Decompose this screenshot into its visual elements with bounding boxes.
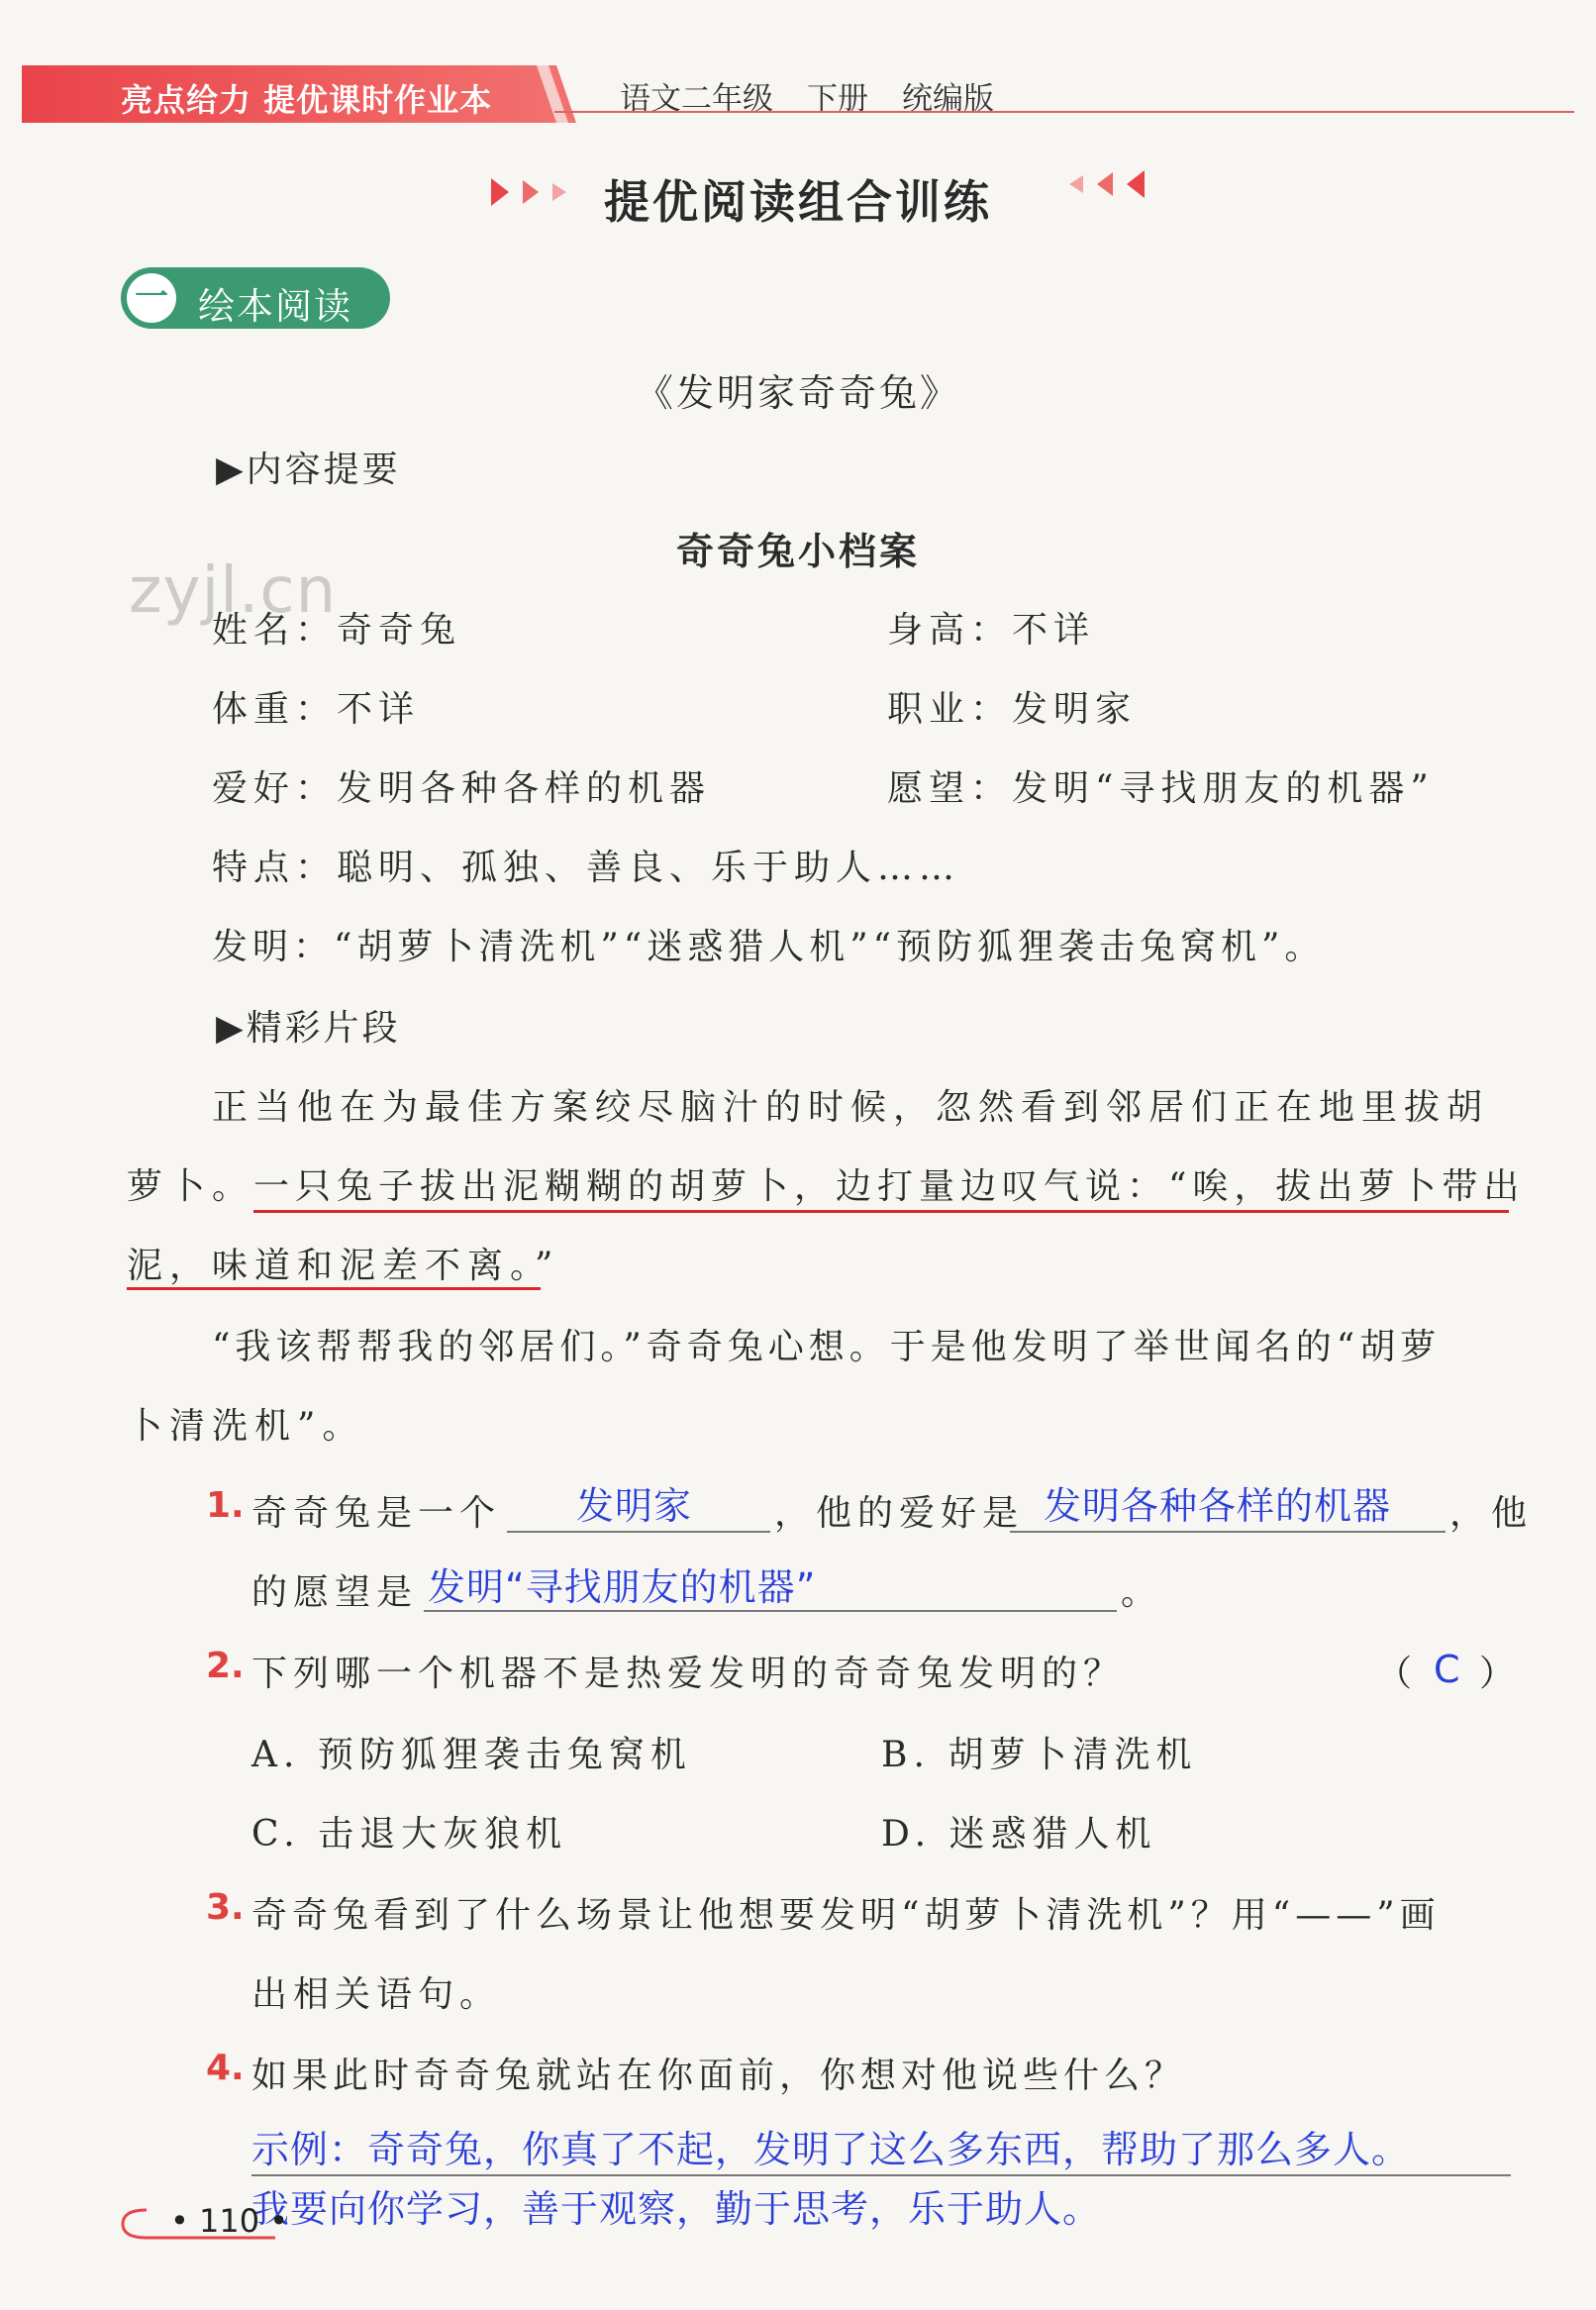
profile-job: 职业：发明家 — [887, 689, 1138, 730]
section-number: 一 — [135, 277, 168, 317]
profile-card-title: 奇奇兔小档案 — [675, 530, 920, 573]
watermark: zyjl.cn — [129, 554, 338, 628]
excerpt-line-3: 泥，味道和泥差不离。” — [127, 1246, 560, 1286]
question-3-number: 3. — [206, 1887, 245, 1928]
answer-4-line-1: 示例：奇奇兔，你真了不起，发明了这么多东西，帮助了那么多人。 — [251, 2128, 1411, 2171]
answer-paren-right: ） — [1479, 1654, 1522, 1694]
blank-4a — [251, 2174, 1511, 2176]
profile-weight: 体重：不详 — [212, 689, 421, 730]
question-1-text-b: ，他的爱好是 — [774, 1493, 1025, 1534]
question-2-number: 2. — [206, 1646, 245, 1686]
question-4-number: 4. — [206, 2048, 245, 2088]
profile-inventions: 发明：“胡萝卜清洗机”“迷惑猎人机”“预防狐狸袭击兔窝机”。 — [212, 927, 1326, 967]
blank-1c — [424, 1610, 1117, 1612]
option-c: C. 击退大灰狼机 — [251, 1814, 568, 1855]
question-1-text-d: 的愿望是 — [251, 1572, 419, 1613]
profile-wish: 愿望：发明“寻找朋友的机器” — [887, 768, 1435, 809]
excerpt-line-2b: 一只兔子拔出泥糊糊的胡萝卜，边打量边叹气说：“唉，拔出萝卜带出 — [253, 1166, 1526, 1207]
profile-name: 姓名：奇奇兔 — [212, 610, 462, 651]
blank-1a — [507, 1531, 770, 1533]
excerpt-line-1: 正当他在为最佳方案绞尽脑汁的时候，忽然看到邻居们正在地里拔胡 — [212, 1087, 1490, 1128]
answer-underline-1 — [253, 1210, 1509, 1213]
question-4-text: 如果此时奇奇兔就站在你面前，你想对他说些什么？ — [251, 2056, 1186, 2096]
answer-2: C — [1434, 1648, 1461, 1691]
answer-underline-2 — [127, 1287, 541, 1290]
title-arrows-right-icon — [1053, 166, 1148, 202]
question-1-number: 1. — [206, 1485, 245, 1526]
summary-heading: ▶内容提要 — [216, 450, 401, 490]
profile-traits: 特点：聪明、孤独、善良、乐于助人…… — [212, 848, 961, 888]
question-1-text-a: 奇奇兔是一个 — [251, 1493, 502, 1534]
profile-hobby: 爱好：发明各种各样的机器 — [212, 768, 712, 809]
page-title: 提优阅读组合训练 — [604, 175, 992, 229]
question-3-text-1: 奇奇兔看到了什么场景让他想要发明“胡萝卜清洗机”？用“——”画 — [251, 1895, 1441, 1936]
option-a: A. 预防狐狸袭击兔窝机 — [251, 1735, 692, 1775]
subject-label: 语文二年级 — [620, 81, 773, 117]
question-2-text: 下列哪一个机器不是热爱发明的奇奇兔发明的？ — [251, 1654, 1126, 1694]
volume-label: 下册 — [807, 81, 868, 117]
excerpt-line-5: 卜清洗机”。 — [127, 1406, 365, 1447]
option-d: D. 迷惑猎人机 — [881, 1814, 1157, 1855]
blank-1b — [1010, 1531, 1446, 1533]
answer-1a: 发明家 — [576, 1484, 693, 1528]
excerpt-line-2a: 萝卜。 — [127, 1166, 255, 1207]
answer-paren-left: （ — [1376, 1654, 1419, 1694]
question-1-text-c: ，他 — [1449, 1493, 1534, 1534]
book-title: 《发明家奇奇兔》 — [635, 371, 960, 415]
excerpt-heading: ▶精彩片段 — [216, 1008, 401, 1049]
excerpt-line-4: “我该帮帮我的邻居们。”奇奇兔心想。于是他发明了举世闻名的“胡萝 — [212, 1327, 1442, 1367]
edition-label: 统编版 — [902, 81, 994, 117]
header-rule — [554, 111, 1574, 113]
option-b: B. 胡萝卜清洗机 — [881, 1735, 1198, 1775]
answer-1c: 发明“寻找朋友的机器” — [428, 1565, 817, 1609]
profile-height: 身高：不详 — [887, 610, 1096, 651]
section-label: 绘本阅读 — [198, 285, 352, 328]
series-title: 亮点给力 提优课时作业本 — [121, 81, 493, 119]
question-1-end: 。 — [1121, 1572, 1163, 1613]
page-number: • 110 • — [170, 2202, 289, 2240]
question-3-text-2: 出相关语句。 — [251, 1974, 502, 2015]
answer-4-line-2: 我要向你学习，善于观察，勤于思考，乐于助人。 — [251, 2187, 1102, 2231]
answer-1b: 发明各种各样的机器 — [1044, 1484, 1392, 1528]
